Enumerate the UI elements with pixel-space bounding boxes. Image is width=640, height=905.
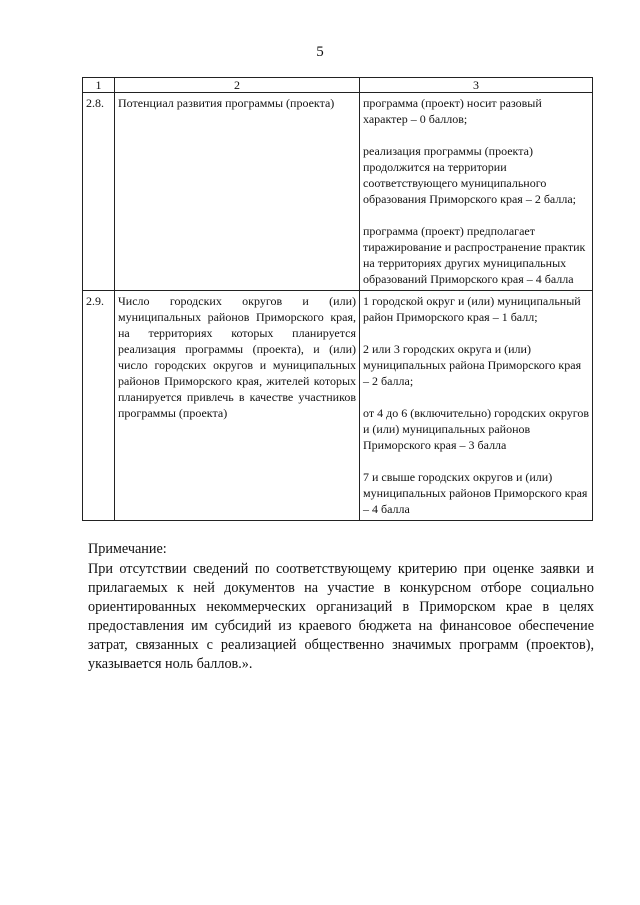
table-row [83,291,593,521]
scoring-option: 1 городской округ и (или) муниципальный район Приморского края – 1 балл; [363,294,581,324]
note-text: При отсутствии сведений по соответствующему критерию при оценке заявки и прилагаемых к ней документов на участие в конкурсном отборе социально ориентированных некоммерческих организаций в Приморском крае в целях предоставления им субсидий из краевого бюджета на финансовое обеспечение затрат, связанных с реализацией общественно значимых программ (проектов), указывается ноль баллов.». [88,561,594,672]
scoring-option: 7 и свыше городских округов и (или) муниципальных районов Приморского края – 4 балла [363,470,588,516]
row-number: 2.9. [83,291,115,521]
scoring-option: программа (проект) предполагает тиражирование и распространение практик на территориях других муниципальных образований Приморского края – 4 балла [363,224,586,286]
scoring-options [360,291,593,521]
column-header-2: 2 [115,78,360,93]
column-header-3: 3 [360,78,593,93]
note-title: Примечание: [88,541,167,557]
scoring-option: реализация программы (проекта) продолжится на территории соответствующего муниципального образования Приморского края – 2 балла; [363,144,576,206]
column-header-1: 1 [83,78,115,93]
table-row [83,93,593,291]
scoring-option: от 4 до 6 (включительно) городских округов и (или) муниципальных районов Приморского края – 3 балла [363,406,590,452]
scoring-options [360,93,593,291]
page-number: 5 [316,44,324,60]
criterion-text: Потенциал развития программы (проекта) [115,93,360,291]
row-number: 2.8. [83,93,115,291]
criterion-text: Число городских округов и (или) муниципальных районов Приморского края, на территориях которых планируется реализация программы (проекта), и (или) число городских округов и муниципальных районов Приморского края, жителей которых планируется привлечь в качестве участников программы (проекта) [115,291,360,521]
table-header-row [83,78,593,93]
scoring-option: 2 или 3 городских округа и (или) муниципальных района Приморского края – 2 балла; [363,342,582,388]
note-section [88,540,594,674]
criteria-table [82,77,593,521]
scoring-option: программа (проект) носит разовый характер – 0 баллов; [363,96,542,126]
